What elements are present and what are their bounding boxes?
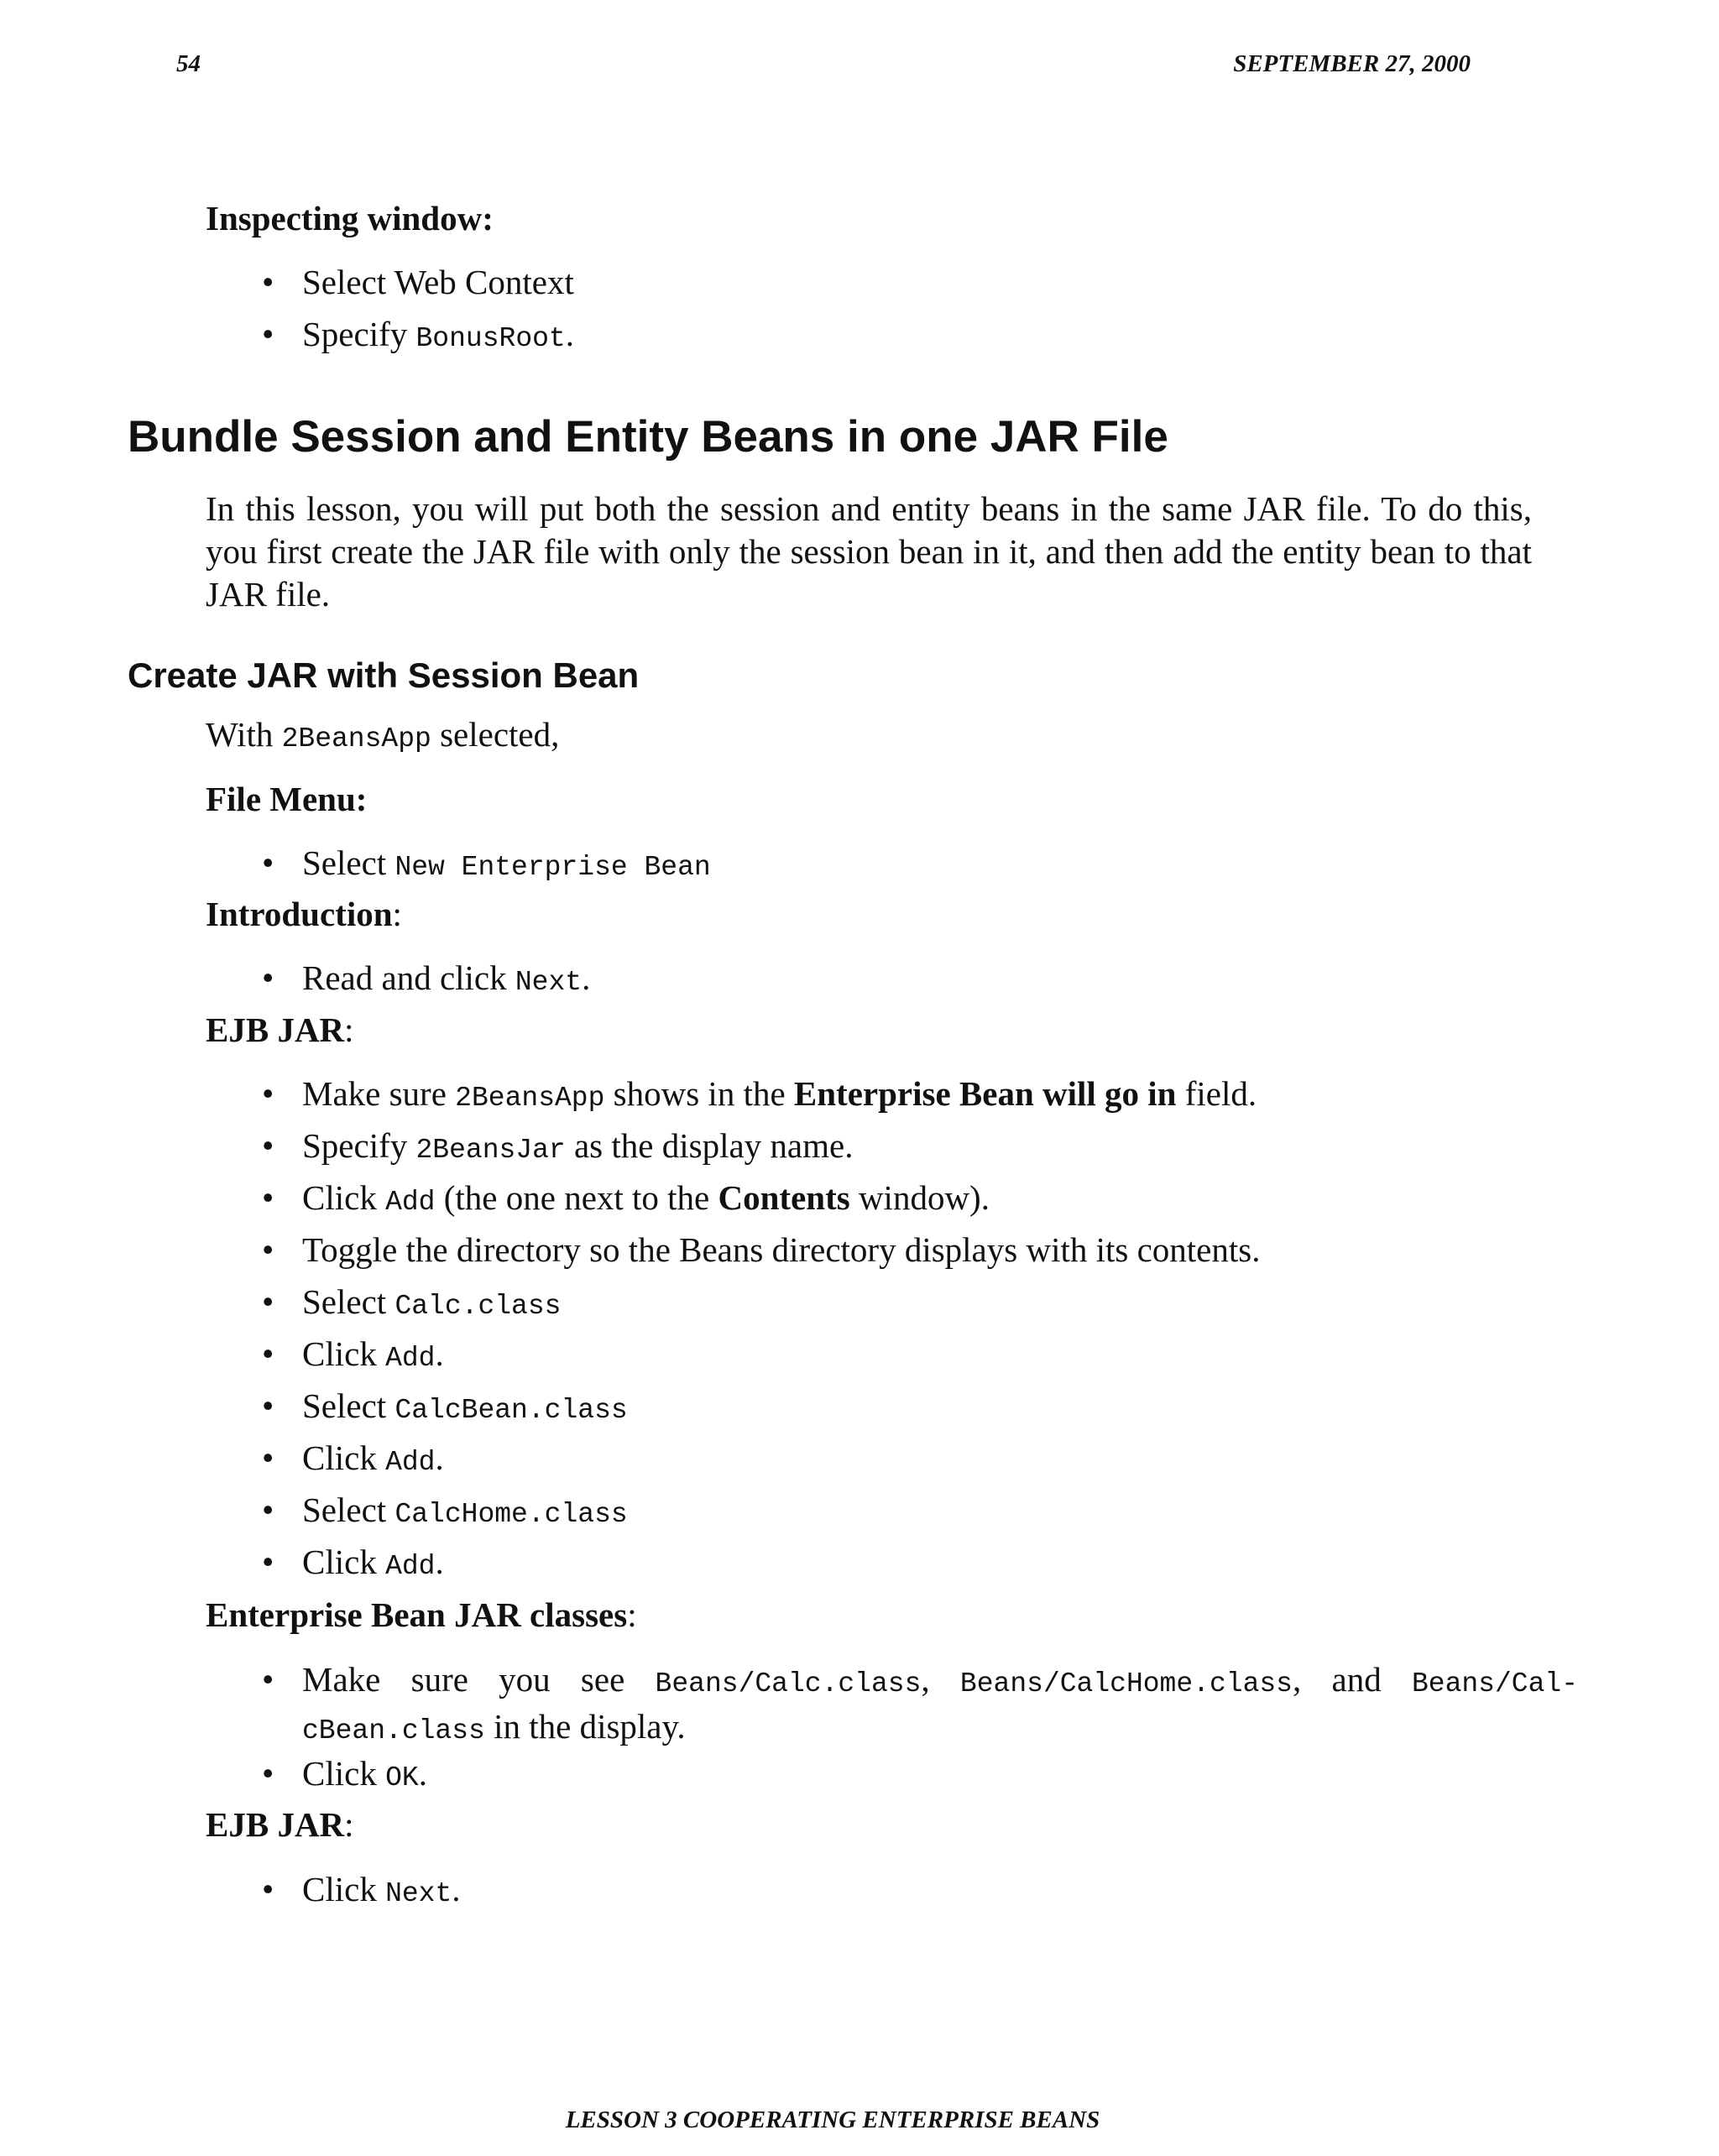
- list-item-text: Click Next.: [302, 1870, 461, 1909]
- bullet-icon: •: [262, 1074, 274, 1113]
- bullet-icon: •: [262, 1543, 274, 1581]
- list-item-text: Read and click Next.: [302, 958, 591, 998]
- bullet-icon: •: [262, 1754, 274, 1793]
- list-item-text: Select Calc.class: [302, 1282, 562, 1322]
- bullet-icon: •: [262, 1230, 274, 1269]
- ejb-jar-label: EJB JAR:: [206, 1010, 354, 1049]
- bullet-icon: •: [262, 958, 274, 997]
- bullet-icon: •: [262, 1870, 274, 1908]
- bullet-icon: •: [262, 1126, 274, 1165]
- list-item-text: Specify BonusRoot.: [302, 315, 574, 354]
- list-item-text: Make sure 2BeansApp shows in the Enterprise Bean will go in field.: [302, 1074, 1257, 1114]
- code-bonusroot: BonusRoot: [415, 323, 566, 354]
- introduction-label: Introduction:: [206, 895, 402, 933]
- section-heading: Bundle Session and Entity Beans in one JAR File: [128, 412, 1168, 462]
- code-new-enterprise-bean: New Enterprise Bean: [394, 852, 711, 883]
- list-item-text: Select CalcBean.class: [302, 1386, 628, 1426]
- list-item-text: Click Add (the one next to the Contents window).: [302, 1178, 990, 1218]
- list-item-text: Toggle the directory so the Beans directory displays with its contents.: [302, 1230, 1261, 1269]
- bullet-icon: •: [262, 1490, 274, 1529]
- list-item-text: Specify 2BeansJar as the display name.: [302, 1126, 854, 1166]
- header-date: SEPTEMBER 27, 2000: [1233, 50, 1471, 77]
- list-item-text: Click Add.: [302, 1334, 444, 1374]
- page-footer: LESSON 3 COOPERATING ENTERPRISE BEANS: [565, 2106, 1100, 2133]
- bullet-icon: •: [262, 263, 274, 301]
- inspecting-window-label: Inspecting window:: [206, 199, 494, 238]
- list-item-text: Select CalcHome.class: [302, 1490, 628, 1530]
- subsection-heading: Create JAR with Session Bean: [128, 655, 640, 695]
- list-item-text: Select New Enterprise Bean: [302, 843, 711, 883]
- list-item-text: Click OK.: [302, 1754, 427, 1793]
- ejb-jar-label: EJB JAR:: [206, 1805, 354, 1844]
- bullet-icon: •: [262, 1438, 274, 1477]
- code-2beansapp: 2BeansApp: [281, 723, 431, 754]
- list-item-text: Select Web Context: [302, 263, 574, 301]
- section-paragraph: In this lesson, you will put both the session and entity beans in the same JAR file. To do this, you first create the JAR file with only the session bean in it, and then add the entity bean to that JAR file.: [206, 489, 1532, 613]
- bullet-icon: •: [262, 1386, 274, 1425]
- jar-classes-label: Enterprise Bean JAR classes:: [206, 1595, 637, 1634]
- page-number: 54: [176, 50, 201, 77]
- subsection-intro: With 2BeansApp selected,: [206, 715, 560, 754]
- list-item-text: Click Add.: [302, 1543, 444, 1582]
- bullet-icon: •: [262, 1178, 274, 1217]
- bullet-icon: •: [262, 1282, 274, 1321]
- file-menu-label: File Menu:: [206, 780, 368, 818]
- bullet-icon: •: [262, 315, 274, 353]
- list-item-text: Click Add.: [302, 1438, 444, 1478]
- code-next: Next: [515, 967, 583, 998]
- list-item-text: Make sure you see Beans/Calc.class, Beans/CalcHome.class, and Beans/Cal-cBean.class in the display.: [302, 1660, 1579, 1746]
- bullet-icon: •: [262, 1334, 274, 1373]
- bullet-icon: •: [262, 1660, 274, 1699]
- bullet-icon: •: [262, 843, 274, 882]
